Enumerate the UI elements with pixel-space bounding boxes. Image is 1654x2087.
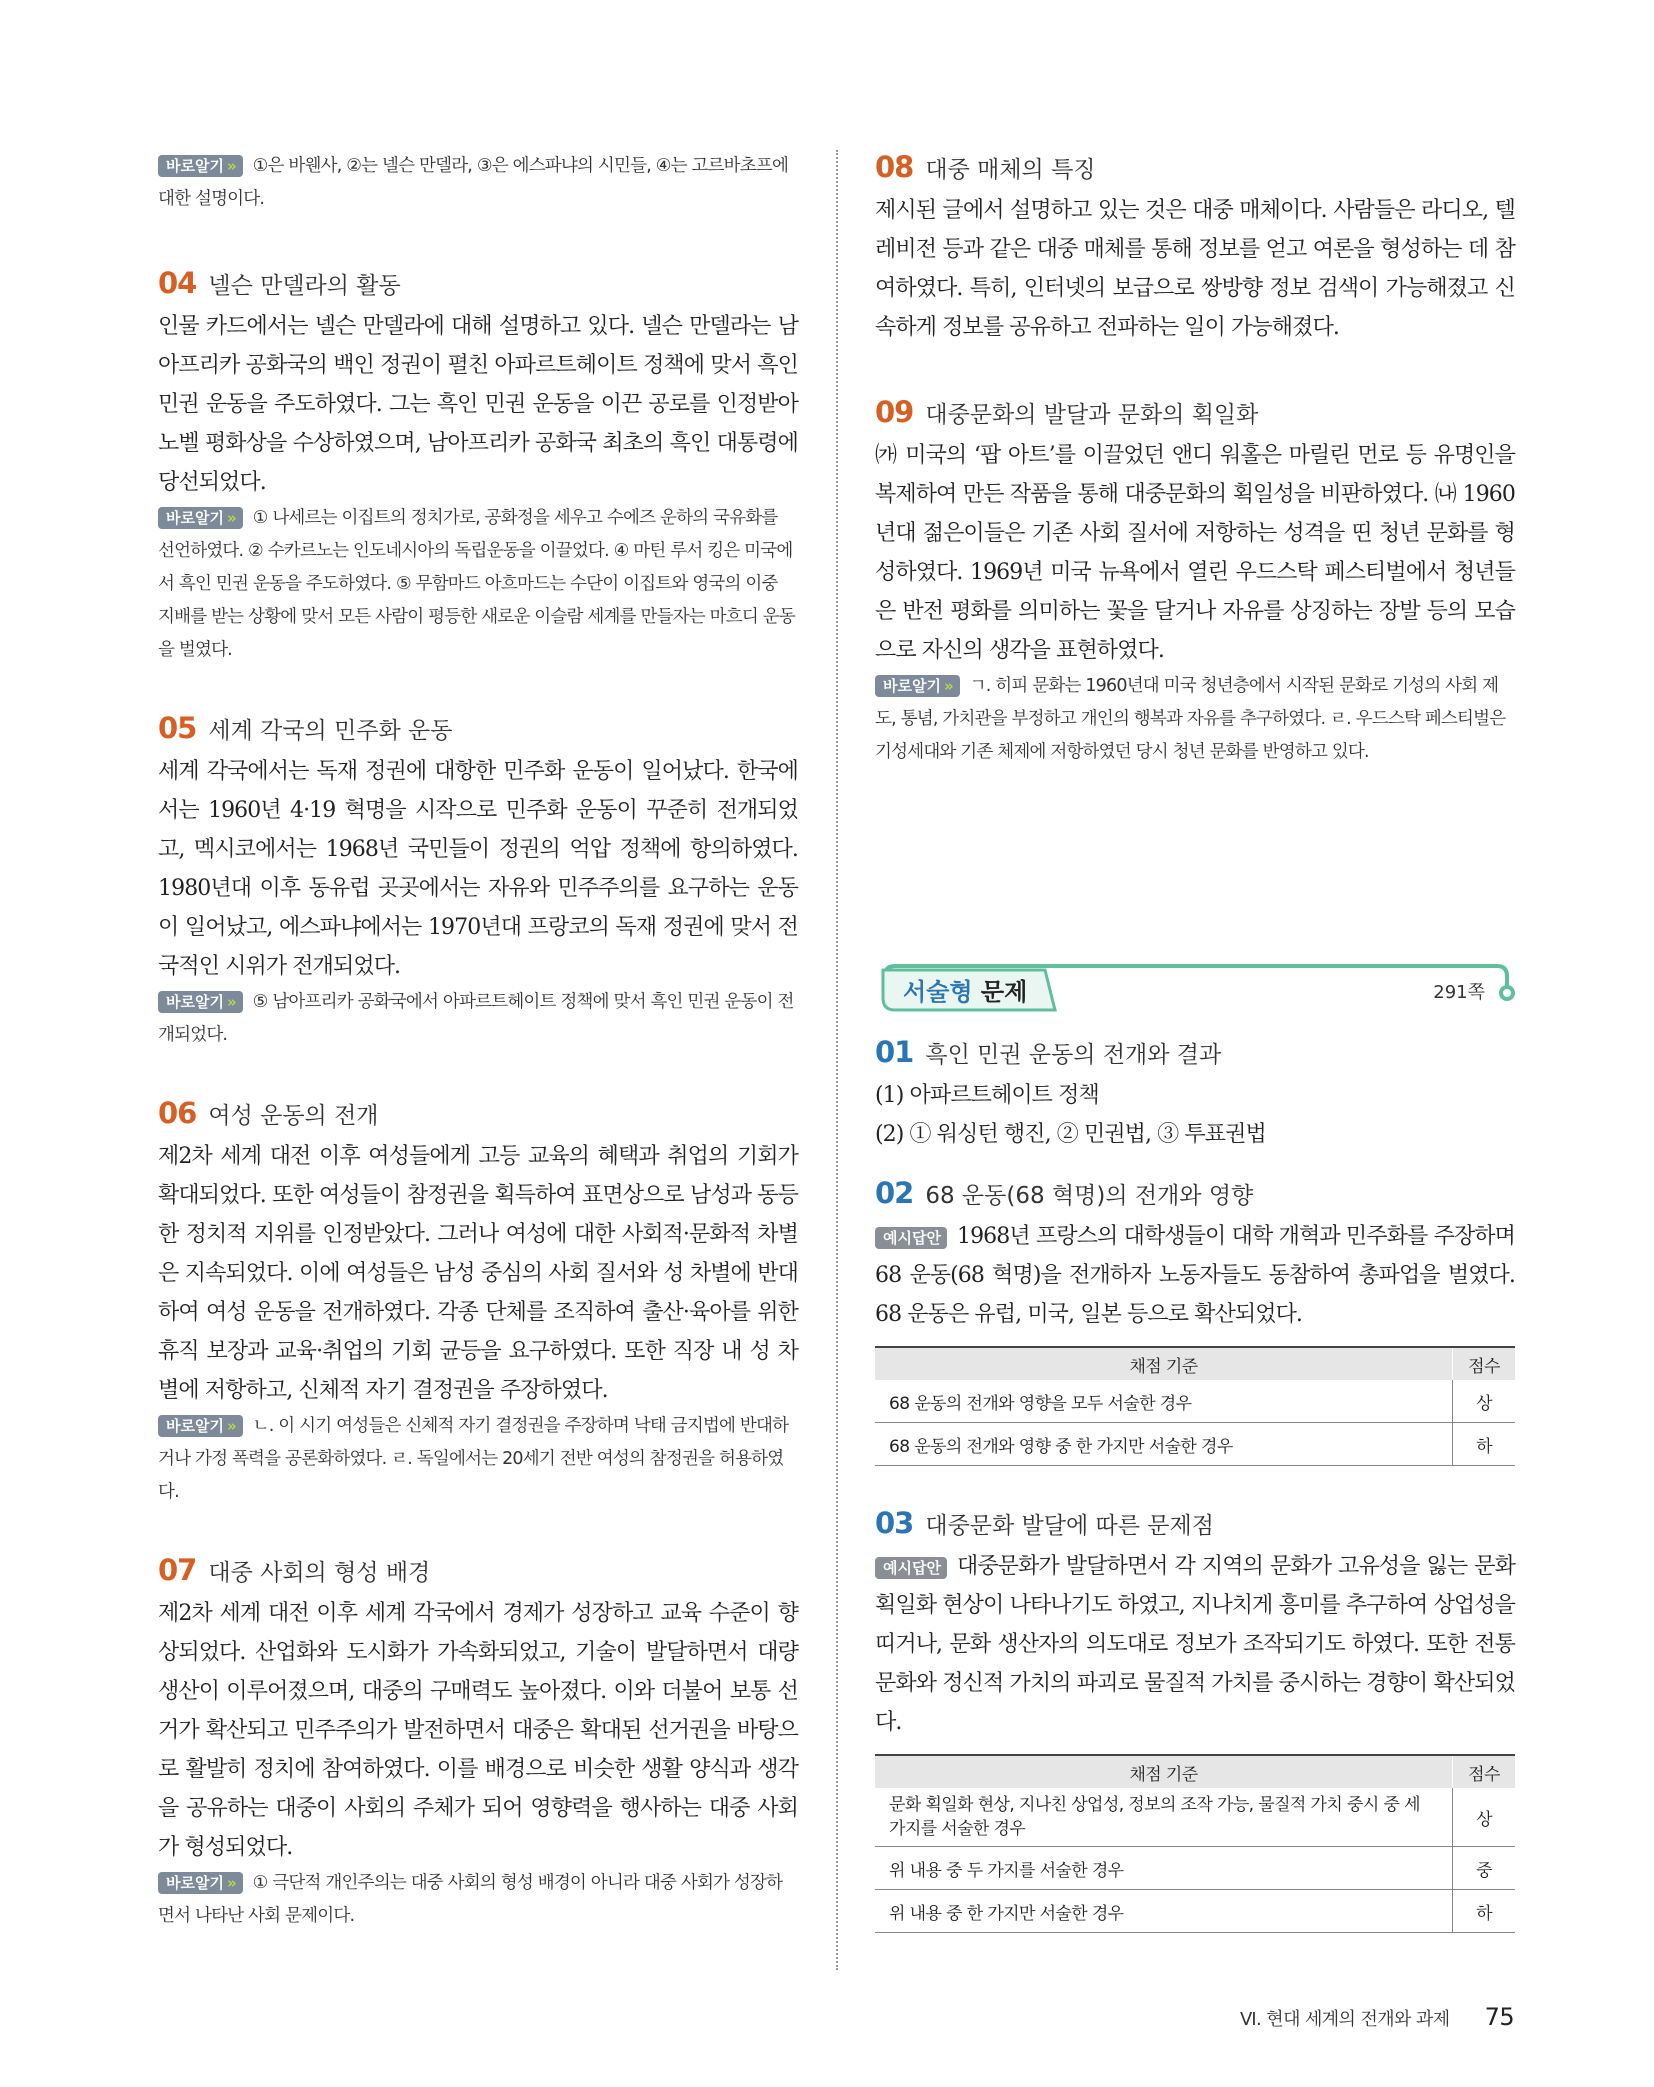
table-row (875, 1847, 1515, 1890)
essay-question-01 (875, 1035, 1515, 1154)
note-text: ①은 바웬사, ②는 넬슨 만델라, ③은 에스파냐의 시민들, ④는 고르바초프에 대한 설명이다. (158, 156, 789, 209)
question-number: 01 (875, 1035, 914, 1069)
answer-item: (1) 아파르트헤이트 정책 (875, 1083, 1099, 1108)
chapter-title: Ⅵ. 현대 세계의 전개와 과제 (1240, 2009, 1450, 2030)
right-column (875, 150, 1515, 813)
intro-note (158, 150, 798, 216)
chevron-icon: » (226, 1874, 237, 1892)
note-text: ① 극단적 개인주의는 대중 사회의 형성 배경이 아니라 대중 사회가 성장하면서 나타난 사회 문제이다. (158, 1873, 783, 1926)
note-text: ⑤ 남아프리카 공화국에서 아파르트헤이트 정책에 맞서 흑인 민권 운동이 전개되었다. (158, 992, 794, 1045)
chevron-icon: » (226, 157, 237, 175)
criteria-cell: 위 내용 중 한 가지만 서술한 경우 (875, 1890, 1453, 1933)
question-note (158, 1867, 798, 1933)
essay-title-a: 서술형 (903, 978, 973, 1006)
question-heading (158, 711, 798, 748)
table-row (875, 1890, 1515, 1933)
badge (158, 155, 243, 177)
badge-label: 바로알기 (166, 993, 224, 1011)
score-cell: 상 (1453, 1380, 1516, 1423)
example-badge: 예시답안 (875, 1557, 947, 1579)
criteria-cell: 68 운동의 전개와 영향을 모두 서술한 경우 (875, 1380, 1453, 1423)
badge (875, 675, 960, 697)
question-title: 대중 매체의 특징 (925, 157, 1096, 183)
example-badge: 예시답안 (875, 1227, 947, 1249)
example-answer-text: 대중문화가 발달하면서 각 지역의 문화가 고유성을 잃는 문화 획일화 현상이 나타나기도 하였고, 지나치게 흥미를 추구하여 상업성을 띠거나, 문화 생산자의 의도대로 정보가 조작되기도 하였다. 또한 전통문화와 정신적 가치의 파괴로 물질적 가치를 중시하는 경향이 확산되었다. (875, 1554, 1515, 1735)
question-note (875, 670, 1515, 769)
table-header-row (875, 1755, 1515, 1788)
question-title: 흑인 민권 운동의 전개와 결과 (925, 1042, 1222, 1068)
table-row (875, 1423, 1515, 1466)
question-title: 대중문화 발달에 따른 문제점 (925, 1513, 1214, 1539)
badge (158, 1872, 243, 1894)
answer-item: (2) ① 워싱턴 행진, ② 민권법, ③ 투표권법 (875, 1122, 1266, 1147)
question-note (158, 502, 798, 667)
criteria-cell: 문화 획일화 현상, 지나친 상업성, 정보의 조작 가능, 물질적 가치 중시 중 세 가지를 서술한 경우 (875, 1788, 1453, 1847)
question-heading (875, 150, 1515, 187)
scoring-table (875, 1754, 1515, 1933)
question-heading (875, 1035, 1515, 1072)
example-answer (875, 1217, 1515, 1334)
table-row (875, 1380, 1515, 1423)
question-body: 인물 카드에서는 넬슨 만델라에 대해 설명하고 있다. 넬슨 만델라는 남아프리카 공화국의 백인 정권이 펼친 아파르트헤이트 정책에 맞서 흑인 민권 운동을 주도하였다. 그는 흑인 민권 운동을 이끈 공로를 인정받아 노벨 평화상을 수상하였으며, 남아프리카 공화국 최초의 흑인 대통령에 당선되었다. (158, 314, 798, 495)
table-header-criteria: 채점 기준 (875, 1755, 1453, 1788)
question-title: 68 운동(68 혁명)의 전개와 영향 (925, 1183, 1254, 1209)
essay-title (903, 972, 1027, 1007)
score-cell: 중 (1453, 1847, 1516, 1890)
question-04 (158, 266, 798, 667)
chevron-icon: » (226, 1417, 237, 1435)
question-heading (875, 1506, 1515, 1543)
note-text: ① 나세르는 이집트의 정치가로, 공화정을 세우고 수에즈 운하의 국유화를 선언하였다. ② 수카르노는 인도네시아의 독립운동을 이끌었다. ④ 마틴 루서 킹은 미국에서 흑인 민권 운동을 주도하였다. ⑤ 무함마드 아흐마드는 수단이 이집트와 영국의 이중 지배를 받는 상황에 맞서 모든 사람이 평등한 새로운 이슬람 세계를 만들자는 마흐디 운동을 벌였다. (158, 508, 795, 660)
badge (158, 991, 243, 1013)
table-header-score: 점수 (1453, 1347, 1516, 1380)
question-heading (875, 395, 1515, 432)
question-note (158, 1410, 798, 1509)
intro-note-section (158, 150, 798, 216)
question-title: 대중문화의 발달과 문화의 획일화 (925, 402, 1259, 428)
question-09 (875, 395, 1515, 769)
column-divider (836, 150, 838, 1970)
badge-label: 바로알기 (166, 1874, 224, 1892)
question-body: 제2차 세계 대전 이후 세계 각국에서 경제가 성장하고 교육 수준이 향상되었다. 산업화와 도시화가 가속화되었고, 기술이 발달하면서 대량 생산이 이루어졌으며, 대중의 구매력도 높아졌다. 이와 더불어 보통 선거가 확산되고 민주주의가 발전하면서 대중은 확대된 선거권을 바탕으로 활발히 정치에 참여하였다. 이를 배경으로 비슷한 생활 양식과 생각을 공유하는 대중이 사회의 주체가 되어 영향력을 행사하는 대중 사회가 형성되었다. (158, 1601, 798, 1860)
question-heading (875, 1176, 1515, 1213)
chevron-icon: » (943, 677, 954, 695)
question-number: 07 (158, 1553, 197, 1587)
question-body: 제시된 글에서 설명하고 있는 것은 대중 매체이다. 사람들은 라디오, 텔레비전 등과 같은 대중 매체를 통해 정보를 얻고 여론을 형성하는 데 참여하였다. 특히, 인터넷의 보급으로 쌍방향 정보 검색이 가능해졌고 신속하게 정보를 공유하고 전파하는 일이 가능해졌다. (875, 198, 1515, 340)
example-answer-text: 1968년 프랑스의 대학생들이 대학 개혁과 민주화를 주장하며 68 운동(68 혁명)을 전개하자 노동자들도 동참하여 총파업을 벌였다. 68 운동은 유럽, 미국, 일본 등으로 확산되었다. (875, 1224, 1515, 1327)
question-05 (158, 711, 798, 1052)
question-heading (158, 1553, 798, 1590)
chevron-icon: » (226, 509, 237, 527)
score-cell: 하 (1453, 1890, 1516, 1933)
page-footer (1240, 2003, 1514, 2031)
badge-label: 바로알기 (883, 677, 941, 695)
badge-label: 바로알기 (166, 1417, 224, 1435)
question-body: 제2차 세계 대전 이후 여성들에게 고등 교육의 혜택과 취업의 기회가 확대되었다. 또한 여성들이 참정권을 획득하여 표면상으로 남성과 동등한 정치적 지위를 인정받았다. 그러나 여성에 대한 사회적·문화적 차별은 지속되었다. 이에 여성들은 남성 중심의 사회 질서와 성 차별에 반대하여 여성 운동을 전개하였다. 각종 단체를 조직하여 출산·육아를 위한 휴직 보장과 교육·취업의 기회 균등을 요구하였다. 또한 직장 내 성 차별에 저항하고, 신체적 자기 결정권을 주장하였다. (158, 1144, 798, 1403)
question-06 (158, 1096, 798, 1509)
badge-label: 바로알기 (166, 157, 224, 175)
badge (158, 1415, 243, 1437)
question-number: 03 (875, 1506, 914, 1540)
essay-question-03 (875, 1506, 1515, 1933)
essay-page-ref: 291쪽 (1433, 982, 1485, 1003)
question-title: 여성 운동의 전개 (208, 1103, 379, 1129)
table-row (875, 1788, 1515, 1847)
table-header-score: 점수 (1453, 1755, 1516, 1788)
essay-title-b: 문제 (980, 978, 1028, 1006)
left-column (158, 150, 798, 1977)
note-text: ㄴ. 이 시기 여성들은 신체적 자기 결정권을 주장하며 낙태 금지법에 반대하거나 가정 폭력을 공론화하였다. ㄹ. 독일에서는 20세기 전반 여성의 참정권을 허용하였다. (158, 1416, 789, 1502)
question-title: 세계 각국의 민주화 운동 (208, 718, 453, 744)
criteria-cell: 위 내용 중 두 가지를 서술한 경우 (875, 1847, 1453, 1890)
score-cell: 하 (1453, 1423, 1516, 1466)
question-note (158, 986, 798, 1052)
badge (158, 507, 243, 529)
table-header-row (875, 1347, 1515, 1380)
question-title: 넬슨 만델라의 활동 (208, 273, 401, 299)
table-header-criteria: 채점 기준 (875, 1347, 1453, 1380)
page-number: 75 (1484, 2003, 1514, 2031)
essay-question-02 (875, 1176, 1515, 1466)
question-number: 08 (875, 150, 914, 184)
question-body: 세계 각국에서는 독재 정권에 대항한 민주화 운동이 일어났다. 한국에서는 1960년 4·19 혁명을 시작으로 민주화 운동이 꾸준히 전개되었고, 멕시코에서는 1968년 국민들이 정권의 억압 정책에 항의하였다. 1980년대 이후 동유럽 곳곳에서는 자유와 민주주의를 요구하는 운동이 일어났고, 에스파냐에서는 1970년대 프랑코의 독재 정권에 맞서 전국적인 시위가 전개되었다. (158, 759, 798, 979)
essay-questions (875, 1035, 1515, 1933)
note-text: ㄱ. 히피 문화는 1960년대 미국 청년층에서 시작된 문화로 기성의 사회 제도, 통념, 가치관을 부정하고 개인의 행복과 자유를 추구하였다. ㄹ. 우드스탁 페스티벌은 기성세대와 기존 체제에 저항하였던 당시 청년 문화를 반영하고 있다. (875, 676, 1506, 762)
criteria-cell: 68 운동의 전개와 영향 중 한 가지만 서술한 경우 (875, 1423, 1453, 1466)
essay-section-header (875, 958, 1515, 1018)
score-cell: 상 (1453, 1788, 1516, 1847)
scoring-table (875, 1346, 1515, 1466)
badge-label: 바로알기 (166, 509, 224, 527)
question-number: 09 (875, 395, 914, 429)
chevron-icon: » (226, 993, 237, 1011)
question-07 (158, 1553, 798, 1933)
question-08 (875, 150, 1515, 347)
question-body: ㈎ 미국의 ‘팝 아트’를 이끌었던 앤디 워홀은 마릴린 먼로 등 유명인을 복제하여 만든 작품을 통해 대중문화의 획일성을 비판하였다. ㈏ 1960년대 젊은이들은 기존 사회 질서에 저항하는 성격을 띤 청년 문화를 형성하였다. 1969년 미국 뉴욕에서 열린 우드스탁 페스티벌에서 청년들은 반전 평화를 의미하는 꽃을 달거나 자유를 상징하는 장발 등의 모습으로 자신의 생각을 표현하였다. (875, 443, 1515, 663)
question-heading (158, 266, 798, 303)
question-number: 06 (158, 1096, 197, 1130)
question-title: 대중 사회의 형성 배경 (208, 1560, 431, 1586)
question-number: 02 (875, 1176, 914, 1210)
question-number: 04 (158, 266, 197, 300)
question-number: 05 (158, 711, 197, 745)
example-answer (875, 1547, 1515, 1742)
question-heading (158, 1096, 798, 1133)
